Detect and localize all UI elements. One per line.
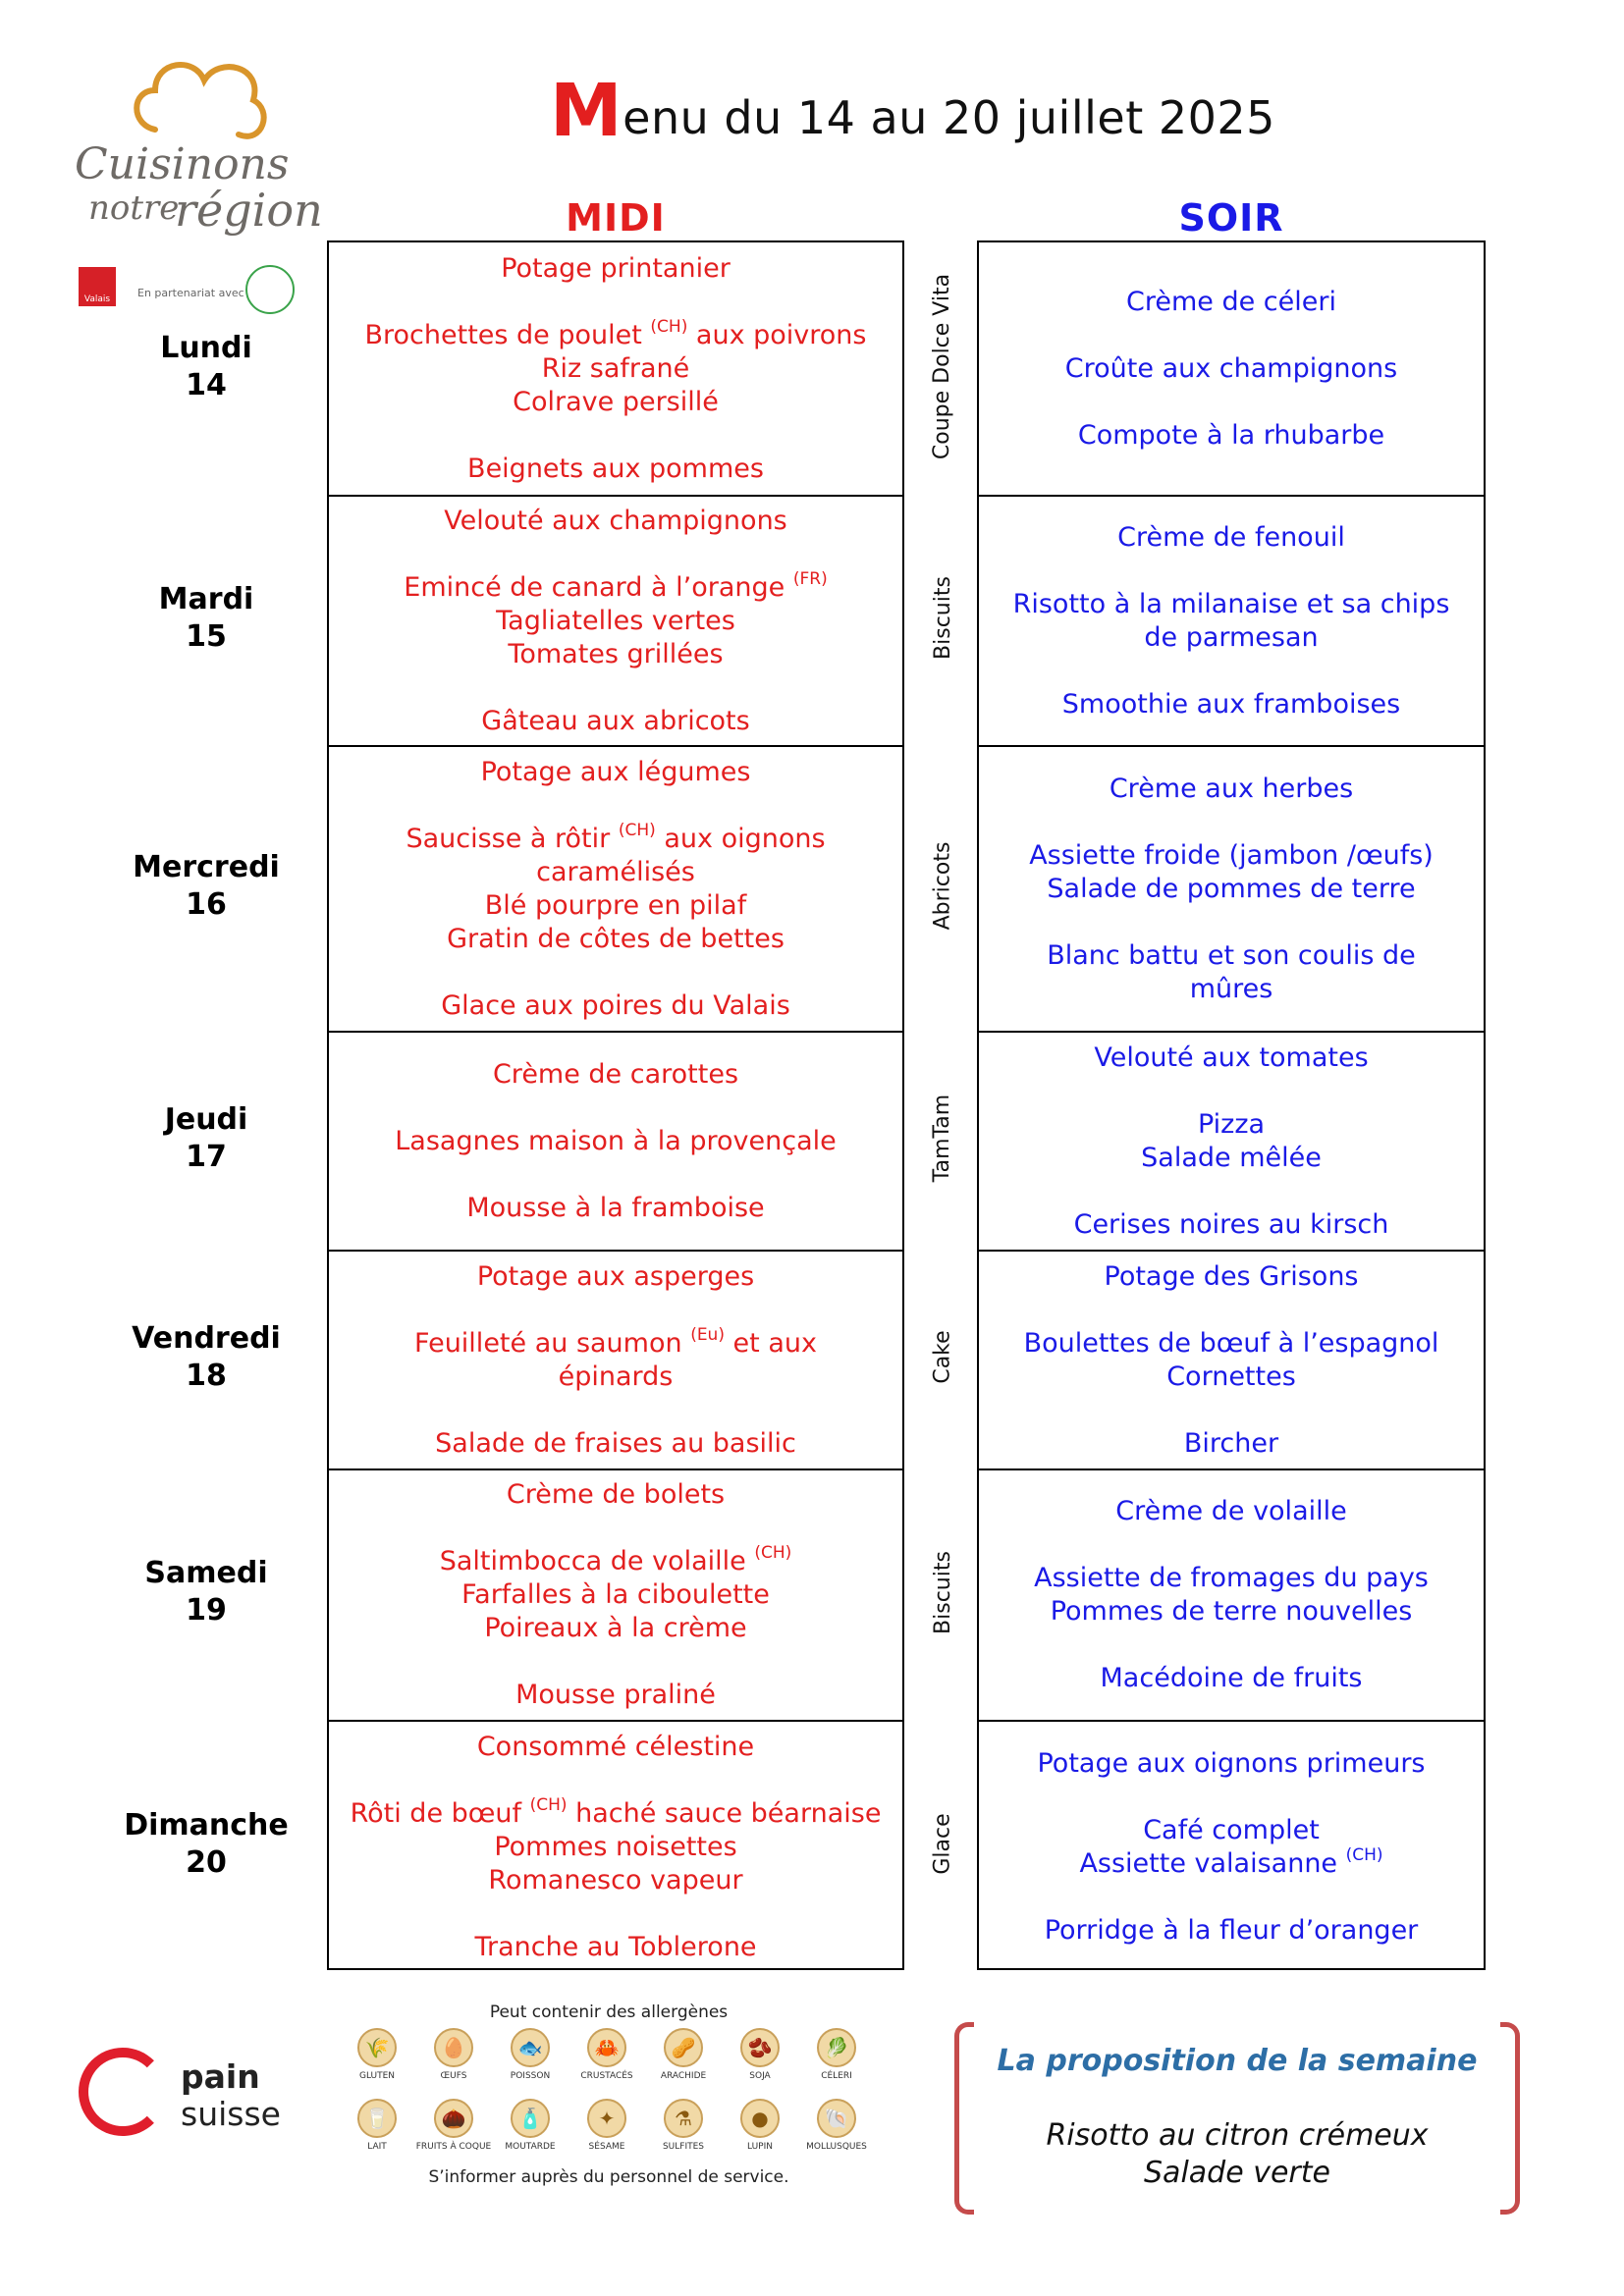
- day-label-lundi: [118, 330, 295, 404]
- menu-item-text: Mousse praliné: [515, 1680, 716, 1710]
- snack-label: Coupe Dolce Vita: [930, 273, 955, 460]
- menu-item-text: Brochettes de poulet: [364, 319, 651, 350]
- allergens-footer: S’informer auprès du personnel de service.: [428, 2167, 789, 2187]
- menu-item: [1034, 1562, 1429, 1595]
- menu-item: [1101, 1662, 1363, 1695]
- menu-item: [542, 352, 690, 386]
- menu-item-text: Crème de fenouil: [1117, 521, 1345, 553]
- soir-cell-samedi: [979, 1468, 1484, 1720]
- allergen-label: MOUTARDE: [505, 2142, 556, 2152]
- allergens-panel: [339, 2002, 879, 2187]
- menu-item-text: Farfalles à la ciboulette: [461, 1579, 770, 1610]
- day-name: Vendredi: [132, 1320, 281, 1356]
- menu-item: [494, 1831, 736, 1864]
- allergen-icon: 🌰: [434, 2099, 473, 2138]
- origin-note: (FR): [792, 568, 828, 589]
- day-number: 19: [186, 1593, 227, 1628]
- menu-item: [485, 889, 746, 923]
- menu-item: [496, 605, 735, 638]
- title-initial: M: [550, 69, 623, 153]
- allergen-gluten: [339, 2028, 415, 2081]
- proposition-title: La proposition de la semaine: [997, 2044, 1478, 2078]
- menu-item: [477, 1731, 754, 1764]
- soir-table: [977, 240, 1486, 1970]
- menu-item: [444, 505, 787, 538]
- menu-item: [1105, 1260, 1359, 1294]
- menu-item: [1184, 1427, 1278, 1461]
- midi-header: MIDI: [566, 196, 666, 240]
- menu-item: [1029, 839, 1434, 873]
- menu-item-text: Assiette froide (jambon /œufs): [1029, 839, 1434, 871]
- menu-item: [1045, 1914, 1419, 1948]
- day-label-mardi: [118, 581, 295, 656]
- menu-item-text: Feuilleté au saumon: [414, 1327, 691, 1359]
- menu-item-text: Saucisse à rôtir: [406, 823, 619, 854]
- menu-item: [1126, 286, 1336, 319]
- menu-item-text: Compote à la rhubarbe: [1077, 419, 1385, 451]
- day-number: 17: [186, 1139, 227, 1174]
- snack-label: Biscuits: [930, 1550, 955, 1634]
- origin-note: (CH): [1345, 1844, 1383, 1865]
- allergen-icon: 🐟: [511, 2028, 550, 2067]
- menu-item-text: Salade mêlée: [1141, 1142, 1322, 1173]
- chef-hat-icon: [126, 51, 283, 149]
- menu-item: [447, 923, 785, 956]
- menu-item-text: Colrave persillé: [513, 386, 719, 417]
- right-bracket: [1500, 2022, 1520, 2215]
- allergen-icon: ⚗: [664, 2099, 703, 2138]
- day-label-jeudi: [118, 1101, 295, 1176]
- menu-item-text: Riz safrané: [541, 352, 690, 384]
- pain-suisse-ring-icon: [79, 2048, 167, 2136]
- menu-item: [515, 1679, 716, 1712]
- proposition-box: [954, 2022, 1543, 2218]
- origin-note: (Eu): [690, 1324, 725, 1345]
- day-name: Dimanche: [124, 1807, 289, 1842]
- menu-item-text: Assiette valaisanne: [1079, 1847, 1346, 1879]
- allergen-icon: 🥚: [434, 2028, 473, 2067]
- menu-item-text: Crème de carottes: [492, 1058, 739, 1090]
- allergen-label: LAIT: [367, 2142, 387, 2152]
- allergen-sulfites: [645, 2099, 722, 2152]
- day-name: Mardi: [158, 581, 254, 616]
- origin-note: (CH): [650, 316, 688, 337]
- menu-item: [414, 1324, 817, 1361]
- allergen-label: FRUITS À COQUE: [415, 2142, 492, 2152]
- menu-item: [508, 638, 723, 671]
- menu-item-text: Crème de volaille: [1115, 1496, 1347, 1526]
- origin-note: (CH): [618, 820, 656, 840]
- menu-item-text: Café complet: [1143, 1814, 1320, 1845]
- allergen--ufs: [415, 2028, 492, 2081]
- pain-suisse-logo: [79, 2040, 295, 2148]
- menu-item: [461, 1578, 770, 1612]
- allergen-label: SULFITES: [662, 2142, 705, 2152]
- menu-item-text: Pommes noisettes: [494, 1831, 737, 1862]
- allergen-icon: 🌾: [357, 2028, 397, 2067]
- menu-item-text: mûres: [1189, 973, 1273, 1004]
- menu-item: [536, 856, 695, 889]
- menu-item: [1110, 773, 1353, 806]
- menu-item: [493, 1058, 738, 1092]
- menu-item-text: de parmesan: [1144, 621, 1319, 653]
- allergen-label: LUPIN: [747, 2142, 773, 2152]
- soir-cell-vendredi: [979, 1250, 1484, 1468]
- soir-cell-mardi: [979, 495, 1484, 745]
- proposition-line-2: Salade verte: [1144, 2156, 1330, 2190]
- menu-item-text: Assiette de fromages du pays: [1034, 1563, 1429, 1593]
- menu-item: [513, 386, 719, 419]
- menu-item-text: Salade de pommes de terre: [1047, 873, 1416, 904]
- allergen-lupin: [722, 2099, 798, 2152]
- menu-item: [474, 1931, 756, 1964]
- menu-item-text: Porridge à la fleur d’oranger: [1044, 1914, 1419, 1946]
- menu-item-text-after: aux poivrons: [687, 319, 867, 350]
- allergen-label: POISSON: [510, 2071, 551, 2081]
- menu-item-text: Croûte aux champignons: [1064, 352, 1398, 384]
- midi-cell-dimanche: [329, 1720, 902, 1972]
- menu-item-text: Tagliatelles vertes: [496, 605, 735, 636]
- valais-label: Valais: [83, 294, 111, 304]
- menu-item: [1079, 1844, 1383, 1881]
- proposition-line-1: Risotto au citron crémeux: [1046, 2118, 1429, 2153]
- menu-item-text: Blanc battu et son coulis de: [1047, 939, 1416, 971]
- menu-item: [1094, 1041, 1368, 1075]
- day-number: 20: [186, 1844, 227, 1880]
- menu-item-text: Tomates grillées: [508, 638, 724, 669]
- snack-label: Glace: [930, 1813, 955, 1875]
- menu-item: [1062, 688, 1400, 721]
- allergen-fruits-coque: [415, 2099, 492, 2152]
- menu-item: [1051, 1595, 1413, 1629]
- origin-note: (CH): [754, 1543, 792, 1563]
- menu-item: [1078, 419, 1384, 453]
- menu-item: [1047, 939, 1416, 973]
- menu-item: [1047, 873, 1415, 906]
- menu-item: [1190, 973, 1273, 1006]
- soir-cell-dimanche: [979, 1720, 1484, 1972]
- menu-item-text: Smoothie aux framboises: [1061, 688, 1401, 720]
- menu-item: [484, 1612, 746, 1645]
- snack-mercredi: [922, 743, 963, 1029]
- menu-item-text-after: haché sauce béarnaise: [567, 1797, 882, 1829]
- day-number: 18: [186, 1358, 227, 1393]
- allergen-icon: ✦: [587, 2099, 626, 2138]
- midi-cell-jeudi: [329, 1031, 902, 1250]
- menu-item-text: Potage des Grisons: [1104, 1260, 1359, 1292]
- menu-item: [1037, 1747, 1425, 1781]
- logo-line-3: région: [175, 184, 323, 237]
- menu-item-text: Potage printanier: [501, 252, 731, 284]
- day-label-samedi: [118, 1555, 295, 1629]
- midi-cell-lundi: [329, 242, 902, 495]
- allergens-title: Peut contenir des allergènes: [489, 2002, 729, 2022]
- cuisinons-notre-region-logo: [67, 51, 322, 316]
- menu-item-text: Pommes de terre nouvelles: [1050, 1596, 1413, 1627]
- menu-item: [1074, 1208, 1389, 1242]
- allergen-arachide: [645, 2028, 722, 2081]
- menu-item: [481, 756, 751, 789]
- menu-item: [364, 316, 867, 352]
- snack-label: Cake: [930, 1330, 955, 1384]
- suisse-label: suisse: [181, 2095, 281, 2133]
- menu-item: [1144, 621, 1318, 655]
- partner-text: En partenariat avec: [137, 287, 244, 299]
- left-bracket: [954, 2022, 974, 2215]
- soir-cell-jeudi: [979, 1031, 1484, 1250]
- allergen-c-leri: [798, 2028, 875, 2081]
- menu-item-text: Blé pourpre en pilaf: [484, 889, 747, 921]
- day-name: Jeudi: [164, 1101, 248, 1137]
- allergen-icon: 🥜: [664, 2028, 703, 2067]
- menu-item: [1166, 1361, 1296, 1394]
- menu-item: [1143, 1814, 1320, 1847]
- allergen-crustac-s: [568, 2028, 645, 2081]
- menu-item-text: Gâteau aux abricots: [481, 705, 750, 736]
- day-label-vendredi: [118, 1320, 295, 1395]
- midi-cell-mercredi: [329, 745, 902, 1031]
- snack-label: Abricots: [930, 841, 955, 931]
- day-label-mercredi: [118, 849, 295, 924]
- allergen-label: ARACHIDE: [660, 2071, 707, 2081]
- allergen-label: SOJA: [749, 2071, 771, 2081]
- allergen-label: MOLLUSQUES: [806, 2142, 867, 2152]
- allergen-icon: ●: [740, 2099, 780, 2138]
- soir-cell-mercredi: [979, 745, 1484, 1031]
- menu-item: [440, 1545, 792, 1578]
- menu-item: [1065, 352, 1397, 386]
- logo-line-2: notre: [88, 188, 180, 228]
- soir-cell-lundi: [979, 242, 1484, 495]
- allergen-icon: 🥬: [817, 2028, 856, 2067]
- menu-item-text: Salade de fraises au basilic: [435, 1427, 796, 1459]
- snack-jeudi: [922, 1029, 963, 1248]
- menu-item-text: épinards: [558, 1361, 674, 1392]
- menu-item: [467, 453, 764, 486]
- menu-item-text: Cornettes: [1166, 1361, 1296, 1392]
- snack-lundi: [922, 240, 963, 493]
- menu-item: [488, 1864, 742, 1897]
- menu-item: [1141, 1142, 1322, 1175]
- menu-item: [501, 252, 731, 286]
- allergen-label: GLUTEN: [358, 2071, 396, 2081]
- menu-item-text: Gratin de côtes de bettes: [447, 923, 785, 954]
- menu-item-text: Risotto à la milanaise et sa chips: [1012, 588, 1450, 619]
- menu-item-text: Glace aux poires du Valais: [441, 989, 790, 1021]
- menu-item-text: Boulettes de bœuf à l’espagnol: [1023, 1327, 1439, 1359]
- day-name: Samedi: [144, 1556, 268, 1590]
- midi-cell-mardi: [329, 495, 902, 745]
- menu-item-text: Romanesco vapeur: [488, 1864, 743, 1896]
- day-number: 15: [186, 618, 227, 654]
- menu-item-text: Crème de céleri: [1126, 286, 1336, 317]
- menu-item-text: Velouté aux champignons: [444, 505, 787, 536]
- menu-item: [435, 1427, 796, 1461]
- day-number: 16: [186, 886, 227, 922]
- menu-item-text: Crème aux herbes: [1109, 773, 1354, 804]
- allergen-icon: 🦀: [587, 2028, 626, 2067]
- menu-item: [559, 1361, 674, 1394]
- snack-label: Biscuits: [930, 576, 955, 660]
- allergen-icon: 🥛: [357, 2099, 397, 2138]
- allergen-label: SÉSAME: [588, 2142, 625, 2152]
- menu-item-text: Consommé célestine: [476, 1731, 755, 1762]
- menu-item-text: Lasagnes maison à la provençale: [395, 1125, 837, 1156]
- allergen-poisson: [492, 2028, 568, 2081]
- day-name: Mercredi: [133, 849, 280, 884]
- menu-item-text: Crème de bolets: [506, 1479, 726, 1510]
- menu-item: [1117, 521, 1345, 555]
- allergen-icon: 🫘: [740, 2028, 780, 2067]
- valais-badge: [79, 267, 116, 306]
- midi-cell-vendredi: [329, 1250, 902, 1468]
- day-label-dimanche: [118, 1807, 295, 1882]
- green-badge-icon: [245, 265, 295, 314]
- midi-table: [327, 240, 904, 1970]
- menu-item: [477, 1260, 754, 1294]
- page-title: [550, 69, 1434, 153]
- menu-item-text: Cerises noires au kirsch: [1073, 1208, 1389, 1240]
- menu-item: [1024, 1327, 1439, 1361]
- menu-item-text: Potage aux oignons primeurs: [1037, 1747, 1426, 1779]
- allergen-lait: [339, 2099, 415, 2152]
- menu-item-text-after: aux oignons: [655, 823, 826, 854]
- allergen-label: ŒUFS: [440, 2071, 467, 2081]
- menu-item: [350, 1794, 882, 1831]
- menu-item-text: Saltimbocca de volaille: [439, 1546, 755, 1576]
- menu-item: [507, 1478, 725, 1512]
- menu-item: [1198, 1108, 1265, 1142]
- snack-samedi: [922, 1467, 963, 1718]
- day-number: 14: [186, 367, 227, 402]
- menu-item-text: Potage aux asperges: [476, 1260, 755, 1292]
- allergen-label: CÉLERI: [821, 2071, 852, 2081]
- soir-header: SOIR: [1178, 196, 1284, 240]
- menu-item: [1013, 588, 1450, 621]
- menu-item-text: Rôti de bœuf: [350, 1797, 530, 1829]
- allergen-label: CRUSTACÉS: [580, 2071, 633, 2081]
- menu-item-text: Velouté aux tomates: [1094, 1041, 1369, 1073]
- menu-item-text: Macédoine de fruits: [1100, 1663, 1363, 1693]
- menu-item-text: Beignets aux pommes: [467, 453, 764, 484]
- origin-note: (CH): [529, 1794, 568, 1815]
- menu-item: [441, 989, 790, 1023]
- day-name: Lundi: [160, 330, 252, 365]
- menu-item-text: caramélisés: [536, 856, 695, 887]
- snack-label: TamTam: [930, 1094, 955, 1183]
- menu-item-text: Emincé de canard à l’orange: [404, 571, 793, 603]
- menu-item: [1115, 1495, 1346, 1528]
- allergen-soja: [722, 2028, 798, 2081]
- menu-item: [404, 568, 828, 605]
- menu-item-text: Mousse à la framboise: [466, 1192, 765, 1223]
- snack-vendredi: [922, 1248, 963, 1467]
- menu-item-text: Pizza: [1197, 1108, 1266, 1140]
- allergen-moutarde: [492, 2099, 568, 2152]
- menu-item-text: Poireaux à la crème: [484, 1613, 747, 1643]
- allergen-s-same: [568, 2099, 645, 2152]
- menu-item-text-after: et aux: [724, 1327, 817, 1359]
- menu-item: [406, 820, 826, 856]
- title-rest: enu du 14 au 20 juillet 2025: [623, 91, 1275, 144]
- allergen-icon: 🐚: [817, 2099, 856, 2138]
- allergen-icon: 🧴: [511, 2099, 550, 2138]
- snack-mardi: [922, 493, 963, 743]
- allergen-mollusques: [798, 2099, 875, 2152]
- menu-item: [466, 1192, 764, 1225]
- logo-line-1: Cuisinons: [75, 139, 290, 189]
- menu-item: [481, 705, 749, 738]
- menu-item-text: Potage aux légumes: [480, 756, 751, 787]
- menu-item: [395, 1125, 836, 1158]
- snack-dimanche: [922, 1718, 963, 1970]
- pain-label: pain: [181, 2057, 260, 2096]
- menu-item-text: Bircher: [1183, 1427, 1279, 1459]
- menu-item-text: Tranche au Toblerone: [474, 1931, 757, 1962]
- midi-cell-samedi: [329, 1468, 902, 1720]
